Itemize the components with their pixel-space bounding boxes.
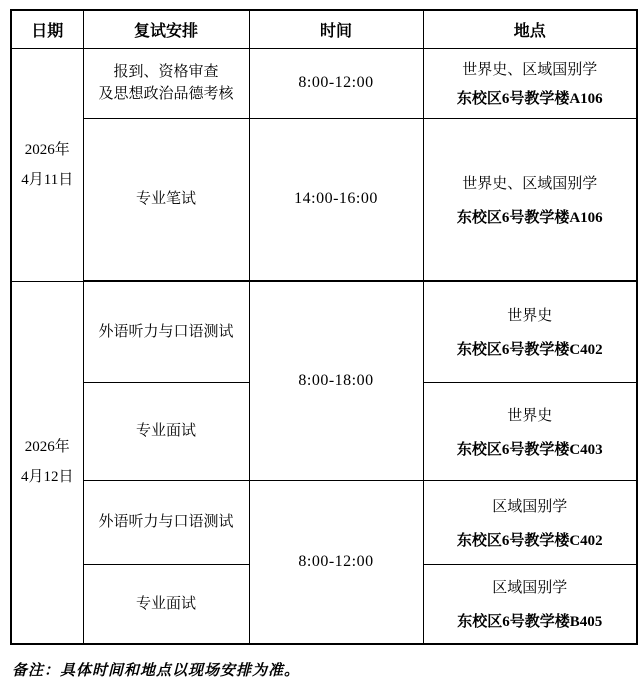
location-room: 东校区6号教学楼B405: [457, 614, 603, 631]
arrangement-cell-written-exam: 专业笔试: [83, 118, 249, 281]
table-row: [11, 480, 637, 564]
location-major: 世界史、区域国别学: [462, 175, 598, 192]
header-time: 时间: [249, 10, 423, 48]
arrangement-cell-interview-areastudies: 专业面试: [83, 564, 249, 644]
arrangement-cell-listening-areastudies: 外语听力与口语测试: [83, 480, 249, 564]
location-major: 世界史、区域国别学: [462, 62, 598, 78]
location-major: 区域国别学: [492, 498, 568, 515]
date-day: 4月11日: [21, 171, 74, 188]
location-cell-interview-worldhistory: [423, 382, 637, 480]
arrangement-line2: 及思想政治品德考核: [98, 85, 234, 102]
location-room: 东校区6号教学楼C403: [456, 441, 603, 458]
location-cell-interview-areastudies: [423, 564, 637, 644]
time-cell-checkin: 8:00-12:00: [249, 48, 423, 118]
table-row: [11, 48, 637, 118]
location-cell-listening-worldhistory: [423, 281, 637, 382]
table-header-row: [11, 10, 637, 48]
date-cell-april12: [11, 281, 83, 644]
location-room: 东校区6号教学楼A106: [456, 209, 603, 226]
table-row: [11, 281, 637, 382]
location-room: 东校区6号教学楼C402: [456, 532, 603, 549]
arrangement-cell-checkin: [83, 48, 249, 118]
location-room: 东校区6号教学楼C402: [456, 342, 603, 359]
arrangement-cell-listening-worldhistory: 外语听力与口语测试: [83, 281, 249, 382]
time-cell-morning-session: 8:00-18:00: [249, 281, 423, 480]
location-cell-listening-areastudies: [423, 480, 637, 564]
table-row: [11, 118, 637, 281]
location-major: 世界史: [507, 308, 553, 325]
date-year: 2026年: [24, 141, 70, 158]
time-cell-second-session: 8:00-12:00: [249, 480, 423, 644]
location-major: 区域国别学: [492, 580, 568, 597]
date-day: 4月12日: [20, 469, 74, 486]
date-year: 2026年: [24, 439, 70, 456]
header-location: 地点: [423, 10, 637, 48]
location-major: 世界史: [507, 407, 553, 424]
location-room: 东校区6号教学楼A106: [456, 91, 603, 107]
schedule-table: [10, 9, 638, 645]
location-cell-written-exam: [423, 118, 637, 281]
footnote: 备注：具体时间和地点以现场安排为准。: [12, 663, 301, 679]
location-cell-checkin: [423, 48, 637, 118]
date-cell-april11: [11, 48, 83, 281]
header-arrangement: 复试安排: [83, 10, 249, 48]
arrangement-cell-interview-worldhistory: 专业面试: [83, 382, 249, 480]
header-date: 日期: [11, 10, 83, 48]
time-cell-written-exam: 14:00-16:00: [249, 118, 423, 281]
arrangement-line1: 报到、资格审查: [113, 63, 219, 80]
